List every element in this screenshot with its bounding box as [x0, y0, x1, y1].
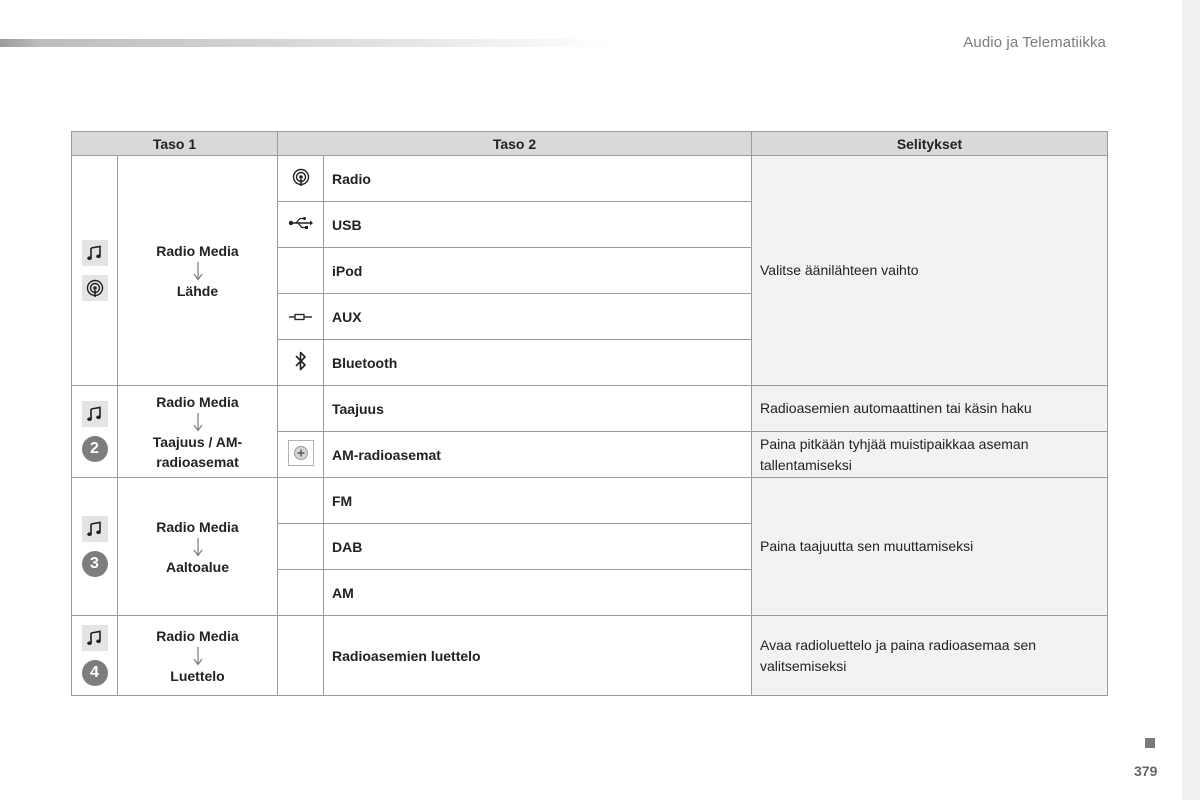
- description-cell: Paina taajuutta sen muuttamiseksi: [752, 478, 1108, 616]
- music-note-icon: [82, 401, 108, 427]
- music-note-icon: [82, 625, 108, 651]
- level2-icon-cell: [278, 570, 324, 616]
- level2-icon-cell: [278, 202, 324, 248]
- column-header: Taso 1: [72, 132, 278, 156]
- step-number-badge: 3: [82, 551, 108, 577]
- level2-label: Bluetooth: [324, 340, 752, 386]
- level1-cell: [118, 478, 278, 616]
- arrow-down-icon: [118, 261, 277, 281]
- level1-menu-label: Radio Media: [156, 627, 239, 644]
- level2-icon-cell: [278, 386, 324, 432]
- table-row: [72, 156, 1108, 202]
- aux-jack-icon: [288, 312, 314, 322]
- arrow-down-icon: [118, 646, 277, 666]
- arrow-down-icon: [118, 537, 277, 557]
- column-header: Taso 2: [278, 132, 752, 156]
- table-row: [72, 478, 1108, 524]
- level2-icon-cell: [278, 294, 324, 340]
- menu-table: [71, 131, 1108, 696]
- level2-label: USB: [324, 202, 752, 248]
- page-edge-rail: [1182, 0, 1200, 800]
- level2-icon-cell: [278, 340, 324, 386]
- table-row: [72, 386, 1108, 432]
- table-row: [72, 616, 1108, 696]
- bluetooth-icon: [294, 350, 308, 372]
- description-cell: Valitse äänilähteen vaihto: [752, 156, 1108, 386]
- level1-icons-cell: [72, 156, 118, 386]
- level2-icon-cell: [278, 524, 324, 570]
- level1-icons-cell: [72, 616, 118, 696]
- step-number-badge: 2: [82, 436, 108, 462]
- level1-icons-cell: [72, 478, 118, 616]
- level2-label: AM-radioasemat: [324, 432, 752, 478]
- level1-menu-label: Radio Media: [156, 518, 239, 535]
- level2-icon-cell: [278, 478, 324, 524]
- level2-icon-cell: [278, 156, 324, 202]
- page-number: 379: [1134, 763, 1158, 779]
- level2-icon-cell: [278, 432, 324, 478]
- radio-signal-icon: [82, 275, 108, 301]
- level1-cell: [118, 616, 278, 696]
- level1-icons-cell: [72, 386, 118, 478]
- header-gradient-bar: [0, 39, 610, 47]
- level2-label: Radioasemien luettelo: [324, 616, 752, 696]
- level1-submenu-label: Luettelo: [170, 667, 225, 684]
- level2-label: AM: [324, 570, 752, 616]
- level2-label: iPod: [324, 248, 752, 294]
- level2-label: Taajuus: [324, 386, 752, 432]
- description-cell: Paina pitkään tyhjää muistipaikkaa aseman tallentamiseksi: [752, 432, 1108, 478]
- music-note-icon: [82, 240, 108, 266]
- level2-label: Radio: [324, 156, 752, 202]
- page-mark: [1145, 738, 1155, 748]
- level1-cell: [118, 156, 278, 386]
- section-title: Audio ja Telematiikka: [963, 34, 1106, 51]
- level2-label: AUX: [324, 294, 752, 340]
- level1-cell: [118, 386, 278, 478]
- column-header: Selitykset: [752, 132, 1108, 156]
- level2-label: DAB: [324, 524, 752, 570]
- table-header-row: [72, 132, 1108, 156]
- radio-signal-icon: [291, 167, 311, 187]
- usb-icon: [288, 216, 314, 230]
- level1-submenu-label: Aaltoalue: [165, 558, 229, 575]
- level1-menu-label: Radio Media: [156, 242, 239, 259]
- level2-icon-cell: [278, 616, 324, 696]
- level1-submenu-label: Taajuus / AM-radioasemat: [152, 433, 243, 470]
- arrow-down-icon: [118, 412, 277, 432]
- level1-submenu-label: Lähde: [176, 282, 219, 299]
- description-cell: Radioasemien automaattinen tai käsin haku: [752, 386, 1108, 432]
- level2-icon-cell: [278, 248, 324, 294]
- description-cell: Avaa radioluettelo ja paina radioasemaa sen valitsemiseksi: [752, 616, 1108, 696]
- level1-menu-label: Radio Media: [156, 393, 239, 410]
- add-circle-icon: [288, 440, 314, 466]
- music-note-icon: [82, 516, 108, 542]
- step-number-badge: 4: [82, 660, 108, 686]
- level2-label: FM: [324, 478, 752, 524]
